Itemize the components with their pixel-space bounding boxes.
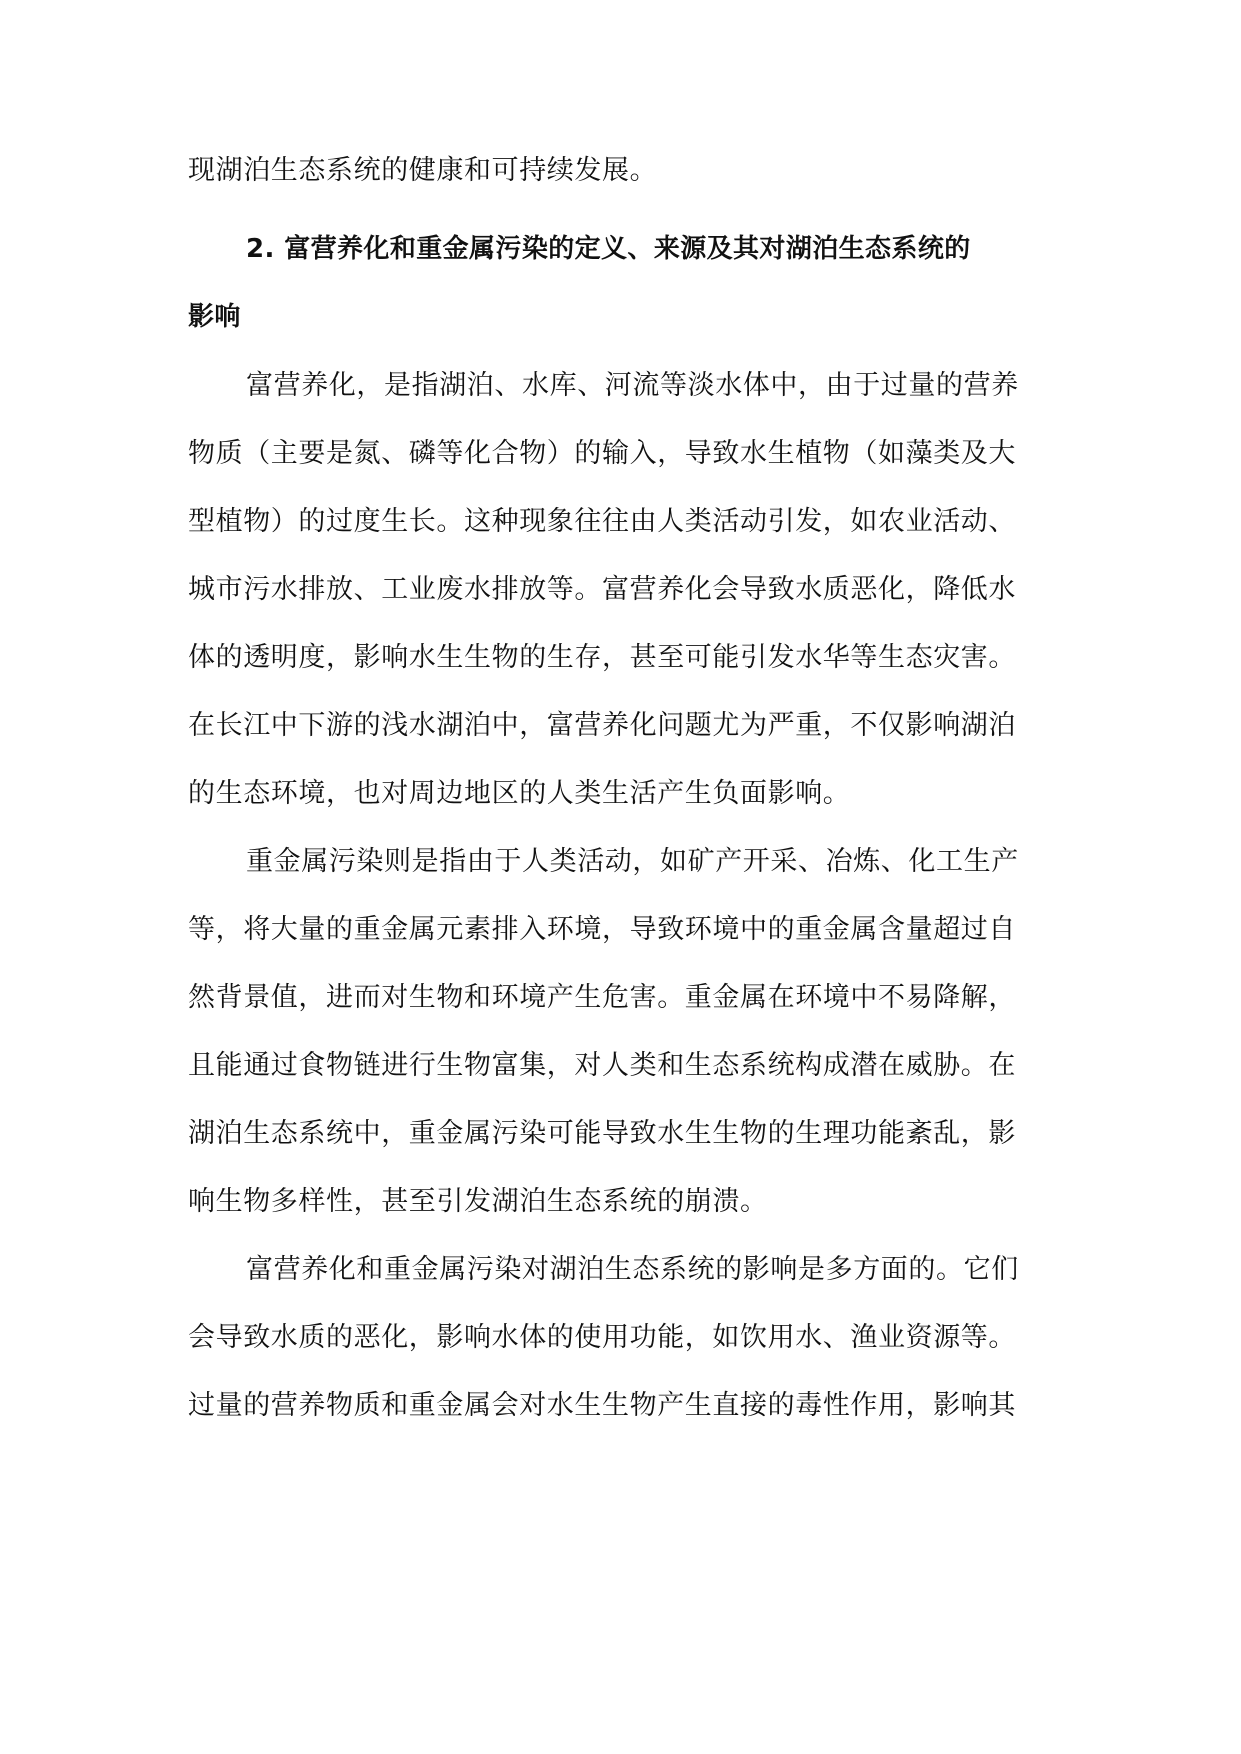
paragraph-line: 且能通过食物链进行生物富集，对人类和生态系统构成潜在威胁。在	[188, 1050, 1016, 1081]
paragraph-line: 富营养化，是指湖泊、水库、河流等淡水体中，由于过量的营养	[246, 370, 1019, 401]
section-heading-line: 影响	[188, 302, 241, 332]
paragraph-line: 响生物多样性，甚至引发湖泊生态系统的崩溃。	[188, 1186, 768, 1217]
paragraph-line: 城市污水排放、工业废水排放等。富营养化会导致水质恶化，降低水	[188, 574, 1016, 605]
paragraph-line: 物质（主要是氮、磷等化合物）的输入，导致水生植物（如藻类及大	[188, 438, 1016, 469]
paragraph-continuation-line: 现湖泊生态系统的健康和可持续发展。	[188, 155, 658, 186]
paragraph-line: 过量的营养物质和重金属会对水生生物产生直接的毒性作用，影响其	[188, 1390, 1016, 1421]
paragraph-line: 然背景值，进而对生物和环境产生危害。重金属在环境中不易降解，	[188, 982, 1016, 1013]
paragraph-line: 会导致水质的恶化，影响水体的使用功能，如饮用水、渔业资源等。	[188, 1322, 1016, 1353]
paragraph-line: 等，将大量的重金属元素排入环境，导致环境中的重金属含量超过自	[188, 914, 1016, 945]
paragraph-line: 的生态环境，也对周边地区的人类生活产生负面影响。	[188, 778, 851, 809]
paragraph-line: 体的透明度，影响水生生物的生存，甚至可能引发水华等生态灾害。	[188, 642, 1016, 673]
section-heading-line: 2. 富营养化和重金属污染的定义、来源及其对湖泊生态系统的	[246, 234, 971, 264]
paragraph-line: 富营养化和重金属污染对湖泊生态系统的影响是多方面的。它们	[246, 1254, 1019, 1285]
paragraph-line: 重金属污染则是指由于人类活动，如矿产开采、冶炼、化工生产	[246, 846, 1019, 877]
paragraph-line: 型植物）的过度生长。这种现象往往由人类活动引发，如农业活动、	[188, 506, 1016, 537]
paragraph-line: 湖泊生态系统中，重金属污染可能导致水生生物的生理功能紊乱，影	[188, 1118, 1016, 1149]
paragraph-line: 在长江中下游的浅水湖泊中，富营养化问题尤为严重，不仅影响湖泊	[188, 710, 1016, 741]
